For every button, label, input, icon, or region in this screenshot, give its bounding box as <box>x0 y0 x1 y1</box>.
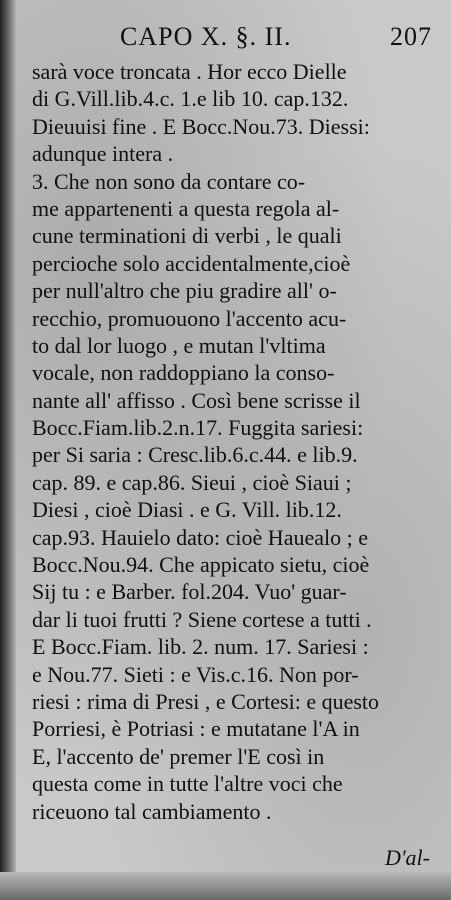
running-head: CAPO X. §. II. <box>120 22 292 51</box>
text-line: Dieuuisi fine . E Bocc.Nou.73. Diessi: <box>32 113 370 139</box>
text-line: Porriesi, è Potriasi : e mutatane l'A in <box>32 716 360 742</box>
body-text <box>32 58 436 825</box>
text-line: percioche solo accidentalmente,cioè <box>32 250 351 276</box>
text-line: cap. 89. e cap.86. Sieui , cioè Siaui ; <box>32 469 352 495</box>
text-line: cap.93. Hauielo dato: cioè Hauealo ; e <box>32 524 368 550</box>
text-line: sarà voce troncata . Hor ecco Dielle <box>32 59 347 84</box>
text-line: me appartenenti a questa regola al- <box>32 195 340 221</box>
page-edge-shadow <box>0 0 16 900</box>
text-line: E Bocc.Fiam. lib. 2. num. 17. Sariesi : <box>32 634 369 660</box>
text-line: per Si saria : Cresc.lib.6.c.44. e lib.9. <box>32 442 358 468</box>
page-bottom-shadow <box>0 872 451 900</box>
text-line: nante all' affisso . Così bene scrisse il <box>32 387 361 413</box>
text-line: to dal lor luogo , e mutan l'vltima <box>32 332 326 358</box>
text-line: questa come in tutte l'altre voci che <box>32 771 343 797</box>
page-number: 207 <box>390 22 432 51</box>
text-line: 3. Che non sono da contare co- <box>32 168 306 194</box>
text-line: e Nou.77. Sieti : e Vis.c.16. Non por- <box>32 661 359 687</box>
text-line: vocale, non raddoppiano la conso- <box>32 360 335 386</box>
text-line: adunque intera . <box>32 141 174 167</box>
text-line: riceuono tal cambiamento . <box>32 798 272 824</box>
text-line: riesi : rima di Presi , e Cortesi: e questo <box>32 688 380 714</box>
text-line: dar li tuoi frutti ? Siene cortese a tutti . <box>32 606 372 632</box>
text-line: di G.Vill.lib.4.c. 1.e lib 10. cap.132. <box>32 86 349 112</box>
text-line: E, l'accento de' premer l'E così in <box>32 743 325 769</box>
text-line: Bocc.Nou.94. Che appicato sietu, cioè <box>32 552 370 578</box>
page-header <box>28 22 442 56</box>
text-line: Diesi , cioè Diasi . e G. Vill. lib.12. <box>32 497 342 523</box>
text-line: Sij tu : e Barber. fol.204. Vuo' guar- <box>32 579 347 605</box>
catchword: D'al- <box>384 845 430 870</box>
text-line: cune terminationi di verbi , le quali <box>32 223 342 249</box>
text-line: Bocc.Fiam.lib.2.n.17. Fuggita sariesi: <box>32 415 364 441</box>
text-line: recchio, promuouono l'accento acu- <box>32 305 347 331</box>
text-line: per null'altro che piu gradire all' o- <box>32 278 337 304</box>
book-page <box>28 10 442 870</box>
